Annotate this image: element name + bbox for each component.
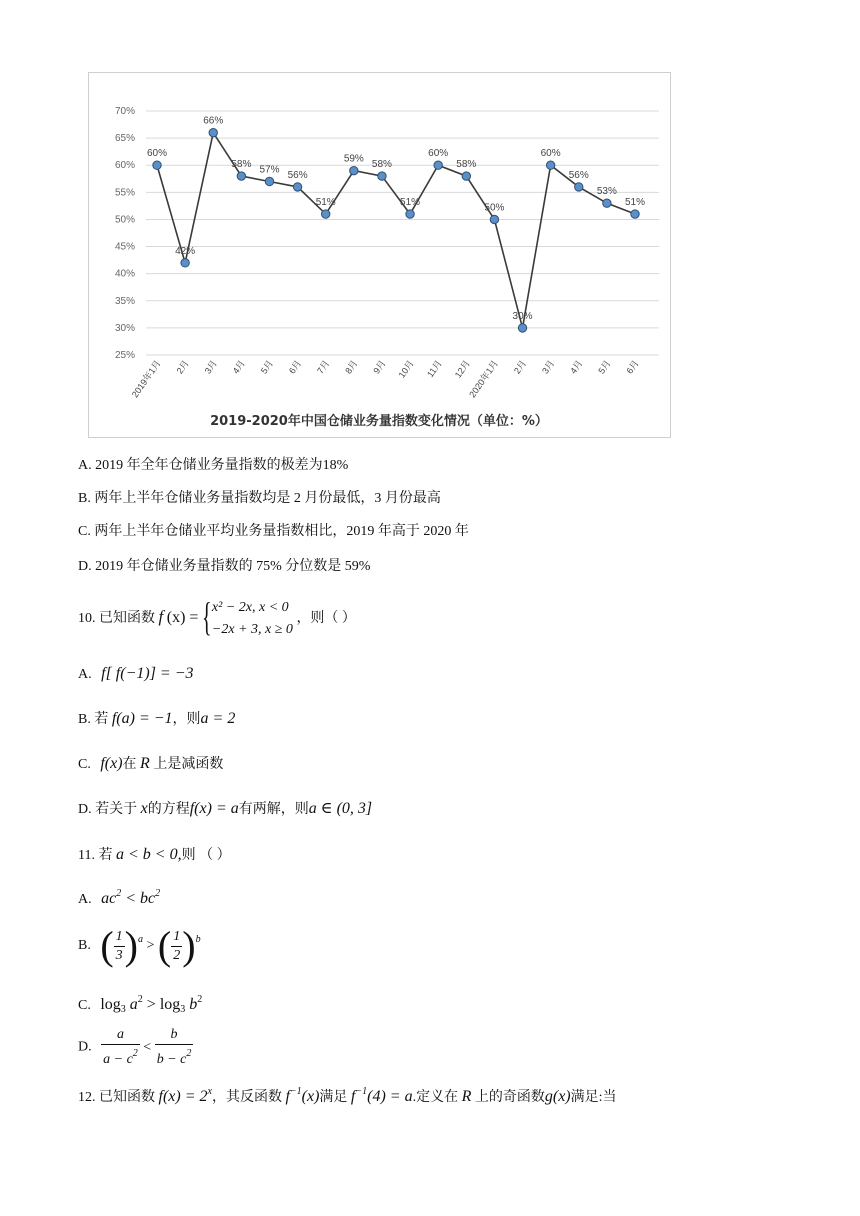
x-tick-label: 3月 (540, 358, 557, 376)
data-point (209, 128, 217, 136)
q12-expr: g(x) (544, 1088, 571, 1105)
data-label: 58% (231, 159, 252, 171)
option-9-a: A. 2019 年全年仓储业务量指数的极差为18% (78, 458, 349, 473)
x-tick-label: 4月 (568, 358, 585, 376)
line-chart (89, 73, 672, 439)
chart-frame (88, 72, 671, 438)
option-11-a: A. $ac^2 < bc^2$ (78, 888, 161, 907)
y-tick-label: 65% (114, 133, 135, 145)
brace-icon: { (201, 594, 212, 639)
data-point (490, 215, 498, 223)
q11-suffix: 则 （ ） (181, 848, 231, 863)
data-point (265, 177, 273, 185)
q10-f: f (158, 607, 164, 627)
q10-lhs: (x) = (166, 609, 199, 627)
option-text: ，则 (172, 712, 201, 727)
option-expr: R (140, 755, 150, 772)
data-point (378, 172, 386, 180)
question-12-stem: 12. 已知函数 $f(x) = 2^x$，其反函数 $f^{-1}(x)$满足 $f^{-1}(4) = a$.定义在 R 上的奇函数g(x)满足:当 (78, 1086, 617, 1105)
option-11-b: B. ( $\frac{1}{3}$ )$^a$ > ( $\frac{1}{2}$ )$^b$ (78, 923, 201, 968)
option-expr: f[ f(−1)] = −3 (101, 665, 194, 682)
q11-condition: a < b < 0, (115, 846, 182, 863)
data-point (434, 161, 442, 169)
option-expr: x (140, 800, 148, 817)
option-label: B. (78, 938, 91, 954)
option-expr: f(a) = −1 (111, 710, 173, 727)
data-point (575, 183, 583, 191)
q12-prefix: 12. 已知函数 (78, 1090, 155, 1105)
option-text: 在 (122, 757, 137, 772)
data-point (462, 172, 470, 180)
option-label: C. (78, 757, 91, 772)
q10-prefix: 10. 已知函数 (78, 611, 155, 627)
data-point (237, 172, 245, 180)
y-tick-label: 25% (114, 350, 135, 361)
y-tick-label: 45% (114, 241, 135, 253)
q12-text: 满足:当 (570, 1090, 617, 1105)
data-label: 58% (456, 159, 477, 171)
q12-expr: (4) = a (367, 1088, 413, 1105)
data-label: 56% (287, 169, 308, 181)
x-tick-label: 9月 (371, 358, 388, 376)
data-point (181, 259, 189, 267)
option-expr: a = 2 (200, 710, 236, 727)
data-point (350, 166, 358, 174)
option-expr: f(x) (100, 755, 123, 772)
option-10-c (78, 754, 223, 775)
piecewise-system (201, 594, 293, 641)
x-tick-label: 5月 (596, 358, 613, 376)
option-label: A. (78, 892, 92, 907)
q12-expr: f(x) = 2 (158, 1088, 208, 1105)
y-tick-label: 30% (114, 322, 135, 334)
option-11-c: C. $\log_3 a^2 > \log_3 b^2$ (78, 994, 203, 1015)
option-label: D. (78, 1039, 92, 1055)
option-expr: f(x) = a (189, 800, 239, 817)
piecewise-row-2: −2x + 3, x ≥ 0 (211, 622, 293, 637)
option-expr: a ∈ (0, 3] (308, 800, 373, 817)
data-point (631, 210, 639, 218)
data-label: 51% (315, 197, 336, 209)
y-tick-label: 70% (114, 106, 135, 117)
data-label: 58% (371, 159, 392, 171)
x-tick-label: 6月 (624, 358, 641, 376)
x-tick-label: 2月 (174, 358, 191, 376)
x-tick-label: 2月 (511, 358, 529, 376)
data-point (153, 161, 161, 169)
piecewise-row-1: x² − 2x, x < 0 (211, 600, 289, 615)
option-text: 的方程 (147, 802, 190, 817)
q12-text: 上的奇函数 (474, 1090, 545, 1105)
q10-suffix: ，则（ ） (296, 611, 356, 627)
q12-text: ，其反函数 (211, 1090, 282, 1105)
option-label: D. 若关于 (78, 802, 138, 817)
option-text: 有两解，则 (238, 802, 309, 817)
data-label: 60% (146, 148, 168, 160)
x-tick-label: 6月 (286, 358, 304, 376)
x-tick-label: 8月 (343, 358, 360, 376)
data-label: 51% (624, 197, 646, 209)
option-10-a (78, 664, 194, 685)
data-point (293, 183, 301, 191)
y-tick-label: 40% (114, 268, 135, 280)
option-text: 上是减函数 (153, 757, 224, 772)
data-label: 51% (400, 197, 421, 209)
data-label: 59% (343, 153, 364, 165)
q12-expr: R (461, 1088, 472, 1105)
option-9-b: B. 两年上半年仓储业务量指数均是 2 月份最低，3 月份最高 (78, 491, 441, 506)
option-label: C. (78, 998, 91, 1013)
data-point (603, 199, 611, 207)
data-point (322, 210, 330, 218)
data-label: 60% (428, 148, 449, 160)
data-label: 53% (596, 186, 617, 198)
data-label: 60% (540, 148, 561, 160)
option-label: B. 若 (78, 712, 109, 727)
series-line (157, 133, 635, 328)
data-point (406, 210, 414, 218)
chart-title: 2019-2020年中国仓储业务量指数变化情况（单位：%） (210, 414, 548, 429)
y-tick-label: 50% (114, 214, 135, 226)
option-label: A. (78, 667, 92, 682)
data-label: 50% (484, 202, 505, 214)
q12-text: 满足 (319, 1090, 348, 1105)
data-point (546, 161, 554, 169)
option-11-d: D. $\frac{a}{a - c^2}$ < $\frac{b}{b - c^2}$ (78, 1027, 192, 1067)
q11-prefix: 11. 若 (78, 848, 113, 863)
option-9-d: D. 2019 年仓储业务量指数的 75% 分位数是 59% (78, 559, 371, 574)
x-tick-label: 2020年1月 (467, 358, 501, 400)
data-label: 42% (175, 245, 196, 257)
x-tick-label: 7月 (315, 358, 332, 376)
x-tick-label: 3月 (202, 358, 219, 376)
y-tick-label: 60% (114, 160, 135, 172)
y-tick-label: 35% (114, 295, 135, 307)
x-tick-label: 2019年1月 (129, 358, 163, 400)
q12-text: .定义在 (412, 1090, 459, 1105)
data-label: 30% (512, 310, 533, 322)
option-10-d (78, 799, 372, 820)
option-9-c: C. 两年上半年仓储业平均业务量指数相比，2019 年高于 2020 年 (78, 524, 469, 539)
data-point (518, 324, 526, 332)
option-10-b (78, 709, 235, 730)
y-tick-label: 55% (114, 187, 135, 199)
x-tick-label: 11月 (425, 358, 444, 380)
x-tick-label: 12月 (452, 358, 472, 380)
x-tick-label: 5月 (258, 358, 276, 376)
question-11-stem (78, 845, 231, 866)
data-label: 57% (259, 164, 280, 176)
data-label: 56% (568, 169, 589, 181)
question-10-stem (78, 594, 356, 645)
q12-exponent: x (207, 1086, 212, 1097)
x-tick-label: 10月 (396, 358, 416, 380)
data-label: 66% (203, 115, 224, 127)
x-tick-label: 4月 (230, 358, 247, 376)
